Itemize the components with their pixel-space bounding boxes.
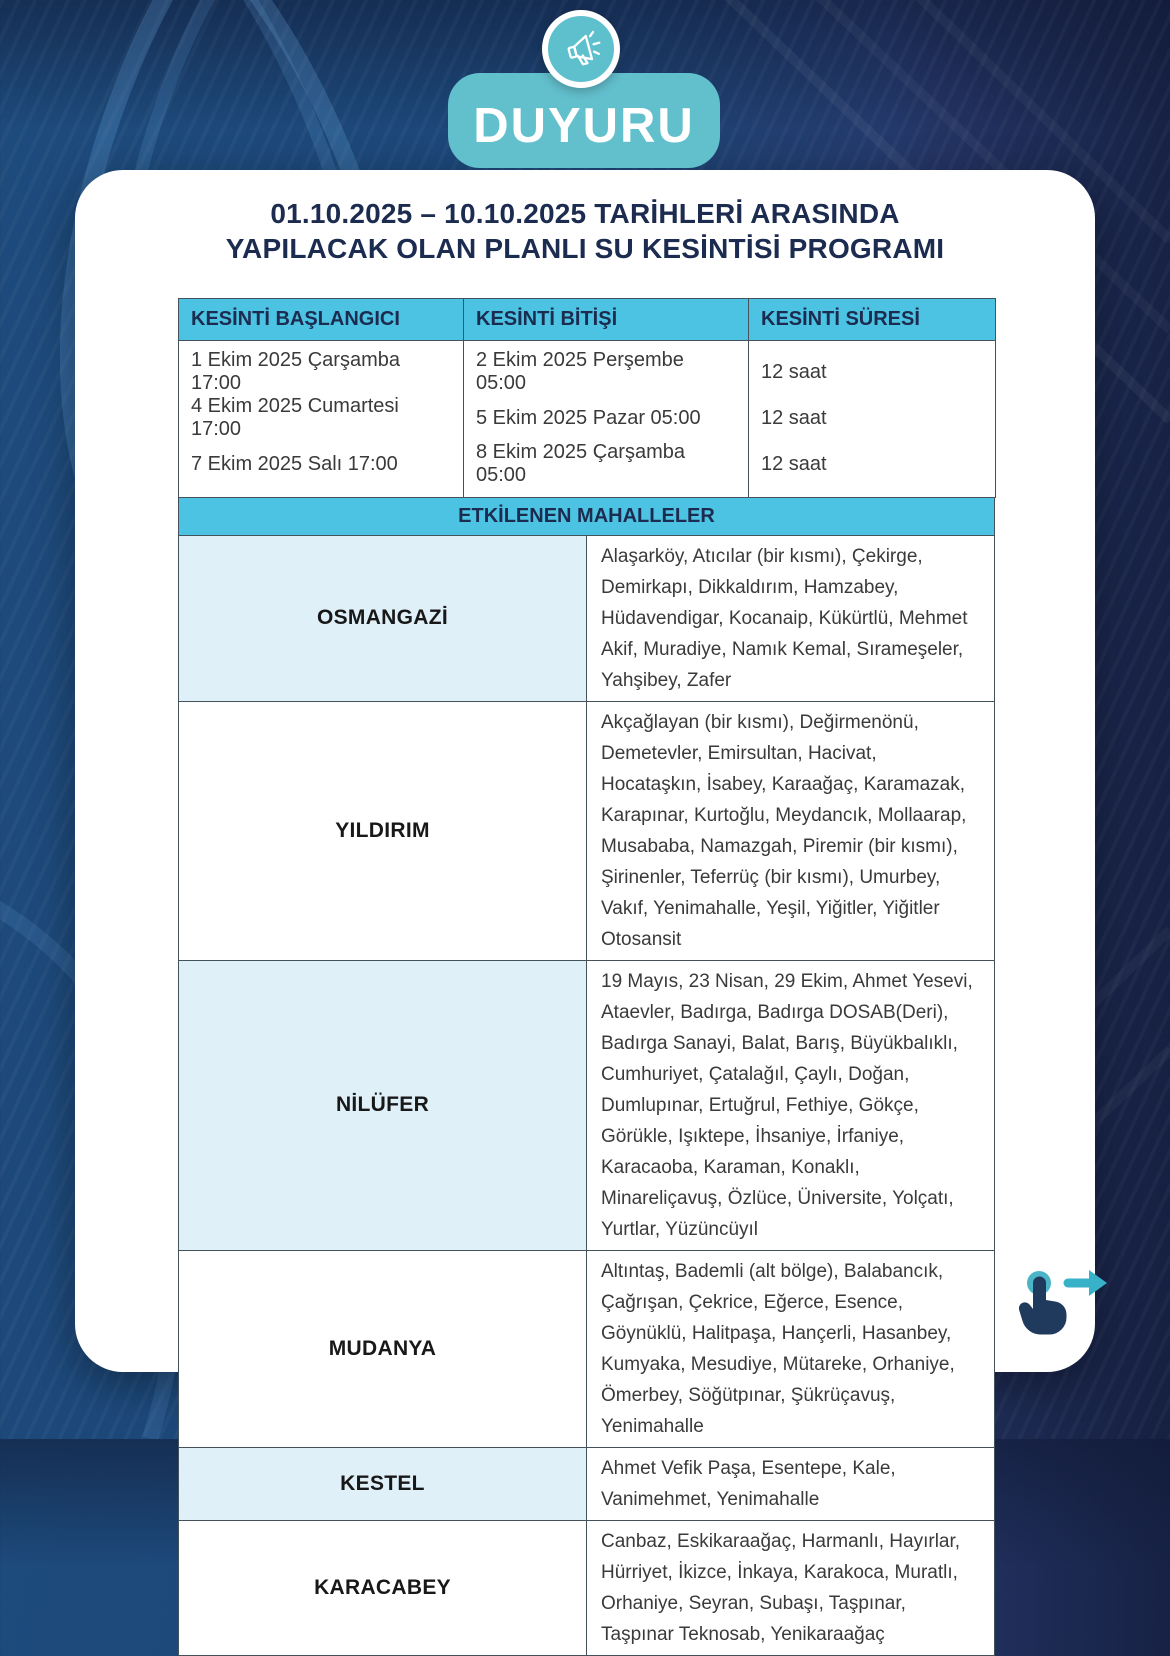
table-row bbox=[179, 701, 995, 960]
district-cell: OSMANGAZİ bbox=[179, 535, 587, 701]
table-row bbox=[179, 535, 995, 701]
affected-neighborhoods-header: ETKİLENEN MAHALLELER bbox=[179, 497, 995, 535]
col-header-outage-start: KESİNTİ BAŞLANGICI bbox=[179, 299, 464, 341]
neighborhoods-cell: Akçağlayan (bir kısmı), Değirmenönü, Demetevler, Emirsultan, Hacivat, Hocataşkın, İsabey, Karaağaç, Karamazak, Karapınar, Kurtoğlu, Meydancık, Mollaarap, Musababa, Namazgah, Piremir (bir kısmı), Şirinenler, Teferrüç (bir kısmı), Umurbey, Vakıf, Yenimahalle, Yeşil, Yiğitler, Yiğitler Otosansit bbox=[587, 701, 995, 960]
outage-duration-cell: 12 saat bbox=[749, 441, 996, 498]
district-cell: KESTEL bbox=[179, 1447, 587, 1520]
outage-start-cell: 4 Ekim 2025 Cumartesi 17:00 bbox=[179, 395, 464, 441]
page-title bbox=[75, 196, 1095, 266]
badge-label: DUYURU bbox=[473, 98, 695, 153]
table-row bbox=[179, 1250, 995, 1447]
schedule-table bbox=[178, 298, 996, 498]
neighborhoods-cell: Alaşarköy, Atıcılar (bir kısmı), Çekirge, Demirkapı, Dikkaldırım, Hamzabey, Hüdavendigar, Kocanaip, Kükürtlü, Mehmet Akif, Muradiye, Namık Kemal, Sırameşeler, Yahşibey, Zafer bbox=[587, 535, 995, 701]
district-cell: YILDIRIM bbox=[179, 701, 587, 960]
outage-start-cell: 7 Ekim 2025 Salı 17:00 bbox=[179, 441, 464, 498]
schedule-row bbox=[179, 395, 996, 441]
megaphone-icon bbox=[557, 25, 605, 73]
table-row bbox=[179, 1520, 995, 1655]
affected-neighborhoods-table bbox=[178, 497, 995, 1656]
outage-duration-cell: 12 saat bbox=[749, 395, 996, 441]
announcement-card bbox=[75, 170, 1095, 1645]
outage-tables bbox=[178, 298, 995, 1656]
neighborhoods-cell: Canbaz, Eskikaraağaç, Harmanlı, Hayırlar, Hürriyet, İkizce, İnkaya, Karakoca, Muratlı, Orhaniye, Seyran, Subaşı, Taşpınar, Taşpınar Teknosab, Yenikaraağaç bbox=[587, 1520, 995, 1655]
outage-duration-cell: 12 saat bbox=[749, 341, 996, 396]
district-cell: KARACABEY bbox=[179, 1520, 587, 1655]
neighborhoods-cell: 19 Mayıs, 23 Nisan, 29 Ekim, Ahmet Yesevi, Ataevler, Badırga, Badırga DOSAB(Deri), Badırga Sanayi, Balat, Barış, Büyükbalıklı, Cumhuriyet, Çatalağıl, Çaylı, Doğan, Dumlupınar, Ertuğrul, Fethiye, Gökçe, Görükle, Işıktepe, İhsaniye, İrfaniye, Karacaoba, Karaman, Konaklı, Minareliçavuş, Özlüce, Üniversite, Yolçatı, Yurtlar, Yüzüncüyıl bbox=[587, 960, 995, 1250]
outage-start-cell: 1 Ekim 2025 Çarşamba 17:00 bbox=[179, 341, 464, 396]
table-row bbox=[179, 960, 995, 1250]
district-cell: MUDANYA bbox=[179, 1250, 587, 1447]
col-header-outage-duration: KESİNTİ SÜRESİ bbox=[749, 299, 996, 341]
outage-end-cell: 5 Ekim 2025 Pazar 05:00 bbox=[464, 395, 749, 441]
neighborhoods-cell: Ahmet Vefik Paşa, Esentepe, Kale, Vanimehmet, Yenimahalle bbox=[587, 1447, 995, 1520]
neighborhoods-cell: Altıntaş, Bademli (alt bölge), Balabancık, Çağrışan, Çekrice, Eğerce, Esence, Göynüklü, Halitpaşa, Hançerli, Hasanbey, Kumyaka, Mesudiye, Mütareke, Orhaniye, Ömerbey, Söğütpınar, Şükrüçavuş, Yenimahalle bbox=[587, 1250, 995, 1447]
table-row bbox=[179, 1447, 995, 1520]
page-title-line2: YAPILACAK OLAN PLANLI SU KESİNTİSİ PROGRAMI bbox=[225, 233, 945, 264]
col-header-outage-end: KESİNTİ BİTİŞİ bbox=[464, 299, 749, 341]
schedule-row bbox=[179, 341, 996, 396]
page-title-line1: 01.10.2025 – 10.10.2025 TARİHLERİ ARASINDA bbox=[270, 198, 900, 229]
outage-end-cell: 8 Ekim 2025 Çarşamba 05:00 bbox=[464, 441, 749, 498]
schedule-row bbox=[179, 441, 996, 498]
megaphone-roundel bbox=[542, 10, 620, 88]
district-cell: NİLÜFER bbox=[179, 960, 587, 1250]
swipe-right-icon bbox=[1012, 1258, 1112, 1348]
outage-end-cell: 2 Ekim 2025 Perşembe 05:00 bbox=[464, 341, 749, 396]
